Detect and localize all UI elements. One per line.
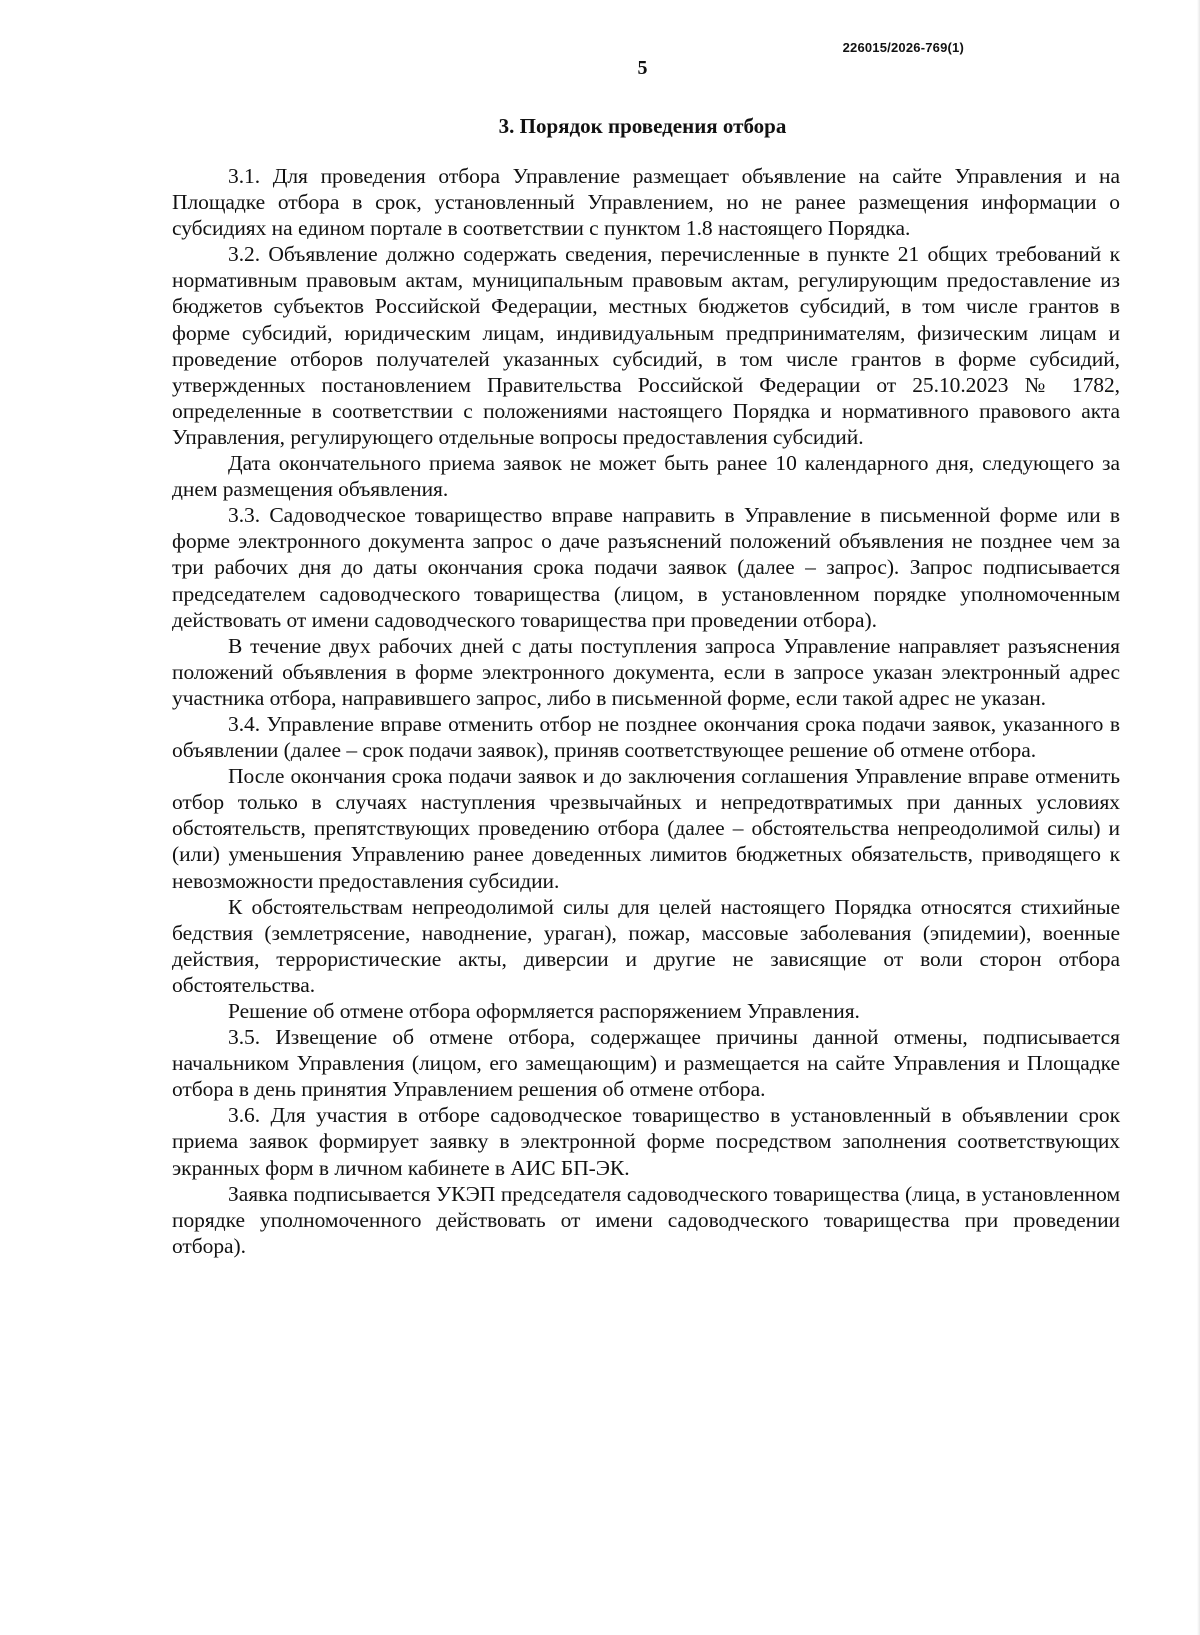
paragraph-clarification: В течение двух рабочих дней с даты поступления запроса Управление направляет разъяснения положений объявления в форме электронного документа, если в запросе указан электронный адрес участника отбора, направившего запрос, либо в письменной форме, если такой адрес не указан. — [172, 633, 1120, 710]
paragraph-deadline: Дата окончательного приема заявок не может быть ранее 10 календарного дня, следующего за днем размещения объявления. — [172, 451, 1120, 502]
paragraph-force-majeure: К обстоятельствам непреодолимой силы для целей настоящего Порядка относятся стихийные бедствия (землетрясение, наводнение, ураган), пожар, массовые заболевания (эпидемии), военные действия, террористические акты, диверсии и другие не зависящие от воли сторон отбора обстоятельства. — [172, 894, 1120, 997]
paragraph-3-3: 3.3. Садоводческое товарищество вправе направить в Управление в письменной форме или в форме электронного документа запрос о даче разъяснений положений объявления не позднее чем за три рабочих дня до даты окончания срока подачи заявок (далее – запрос). Запрос подписывается председателем садоводческого товарищества (лицом, в установленном порядке уполномоченным действовать от имени садоводческого товарищества при проведении отбора). — [172, 503, 1120, 632]
document-body — [172, 163, 1120, 1259]
paragraph-cancellation-decision: Решение об отмене отбора оформляется распоряжением Управления. — [228, 999, 860, 1023]
section-title: 3. Порядок проведения отбора — [498, 114, 787, 138]
paragraph-3-4: 3.4. Управление вправе отменить отбор не позднее окончания срока подачи заявок, указанного в объявлении (далее – срок подачи заявок), приняв соответствующее решение об отмене отбора. — [172, 711, 1120, 763]
paragraph-application-signature: Заявка подписывается УКЭП председателя садоводческого товарищества (лица, в установленном порядке уполномоченного действовать от имени садоводческого товарищества при проведении отбора). — [172, 1181, 1120, 1258]
paragraph-3-6: 3.6. Для участия в отборе садоводческое товарищество в установленный в объявлении срок приема заявок формирует заявку в электронной форме посредством заполнения соответствующих экранных форм в личном кабинете в АИС БП-ЭК. — [172, 1103, 1120, 1180]
document-number: 226015/2026-769(1) — [842, 40, 964, 55]
paragraph-3-5: 3.5. Извещение об отмене отбора, содержащее причины данной отмены, подписывается начальником Управления (лицом, его замещающим) и размещается на сайте Управления и Площадке отбора в день принятия Управлением решения об отмене отбора. — [172, 1025, 1120, 1102]
paragraph-3-2: 3.2. Объявление должно содержать сведения, перечисленные в пункте 21 общих требований к нормативным правовым актам, муниципальным правовым актам, регулирующим предоставление из бюджетов субъектов Российской Федерации, местных бюджетов субсидий, в том числе грантов в форме субсидий, юридическим лицам, индивидуальным предпринимателям, физическим лицам и проведение отборов получателей указанных субсидий, в том числе грантов в форме субсидий, утвержденных постановлением Правительства Российской Федерации от 25.10.2023 № 1782, определенные в соответствии с положениями настоящего Порядка и нормативного правового акта Управления, регулирующего отдельные вопросы предоставления субсидий. — [172, 242, 1120, 449]
page-number: 5 — [637, 57, 648, 79]
paragraph-cancellation-cases: После окончания срока подачи заявок и до заключения соглашения Управление вправе отменить отбор только в случаях наступления чрезвычайных и непредотвратимых при данных условиях обстоятельств, препятствующих проведению отбора (далее – обстоятельства непреодолимой силы) и (или) уменьшения Управлению ранее доведенных лимитов бюджетных обязательств, приводящего к невозможности предоставления субсидии. — [172, 764, 1120, 893]
paragraph-3-1: 3.1. Для проведения отбора Управление размещает объявление на сайте Управления и на Площадке отбора в срок, установленный Управлением, но не ранее размещения информации о субсидиях на едином портале в соответствии с пунктом 1.8 настоящего Порядка. — [172, 164, 1120, 241]
